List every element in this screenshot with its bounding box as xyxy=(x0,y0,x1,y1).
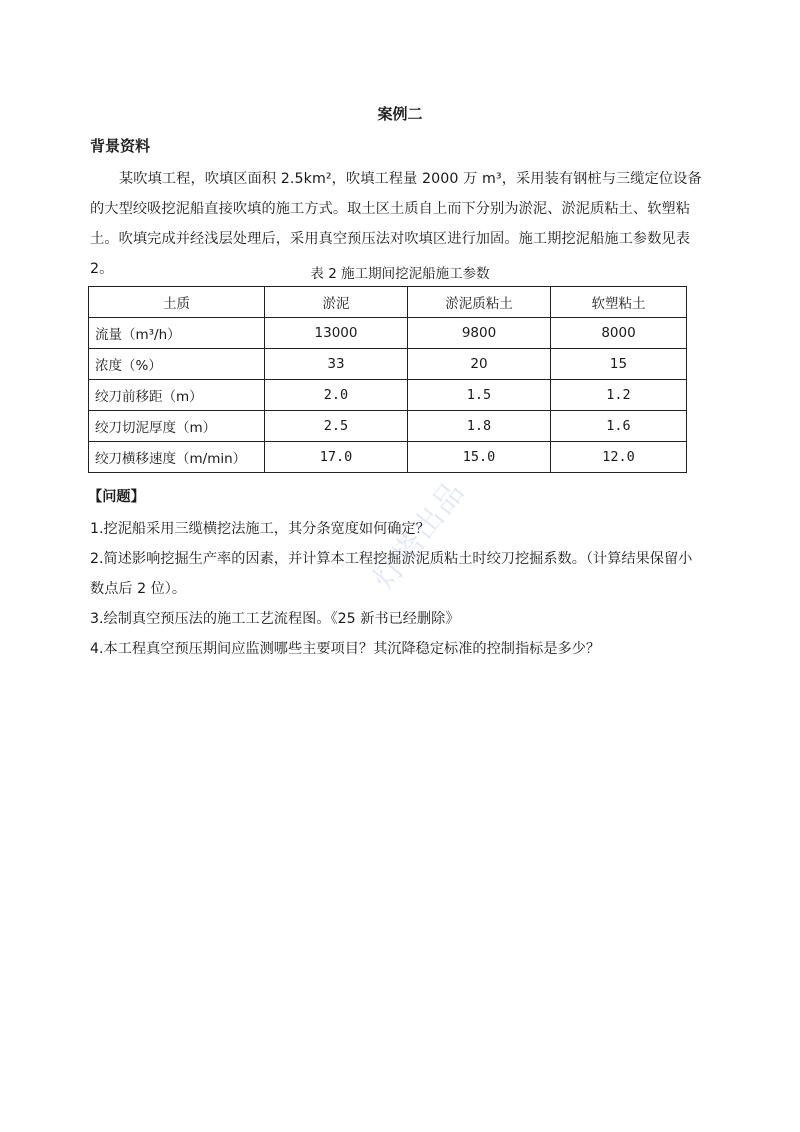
table-cell: 17.0 xyxy=(265,442,408,473)
table-cell: 12.0 xyxy=(551,442,687,473)
table-header-cell: 淤泥 xyxy=(265,287,408,318)
table-header-cell: 土质 xyxy=(89,287,265,318)
table-cell: 2.0 xyxy=(265,380,408,411)
table-row xyxy=(89,442,687,473)
table-cell: 9800 xyxy=(408,318,551,349)
table-cell: 1.2 xyxy=(551,380,687,411)
row-label: 绞刀横移速度（m/min） xyxy=(89,442,265,473)
question-item: 4.本工程真空预压期间应监测哪些主要项目？其沉降稳定标准的控制指标是多少？ xyxy=(90,641,601,657)
table-header-row xyxy=(89,287,687,318)
table-cell: 13000 xyxy=(265,318,408,349)
watermark: 灯塔出品 xyxy=(366,474,473,597)
table-row xyxy=(89,411,687,442)
table-cell: 2.5 xyxy=(265,411,408,442)
table-cell: 1.6 xyxy=(551,411,687,442)
table-cell: 15 xyxy=(551,349,687,380)
table-cell: 33 xyxy=(265,349,408,380)
background-paragraph: 某吹填工程，吹填区面积 2.5km²，吹填工程量 2000 万 m³，采用装有钢桩与三缆定位设备的大型绞吸挖泥船直接吹填的施工方式。取土区土质自上而下分别为淤泥、淤泥质粘土、软塑粘土。吹填完成并经浅层处理后，采用真空预压法对吹填区进行加固。施工期挖泥船施工参数见表 2。 xyxy=(90,171,702,277)
row-label: 流量（m³/h） xyxy=(89,318,265,349)
question-item: 3.绘制真空预压法的施工工艺流程图。《25 新书已经删除》 xyxy=(90,611,460,627)
table-cell: 1.5 xyxy=(408,380,551,411)
question-item: 1.挖泥船采用三缆横挖法施工，其分条宽度如何确定？ xyxy=(90,521,430,537)
table-header-cell: 淤泥质粘土 xyxy=(408,287,551,318)
row-label: 绞刀前移距（m） xyxy=(89,380,265,411)
table-row xyxy=(89,318,687,349)
row-label: 浓度（%） xyxy=(89,349,265,380)
background-heading: 背景资料 xyxy=(90,137,151,155)
page-title: 案例二 xyxy=(377,105,423,123)
table-cell: 15.0 xyxy=(408,442,551,473)
table-caption: 表 2 施工期间挖泥船施工参数 xyxy=(310,266,490,282)
table-header-cell: 软塑粘土 xyxy=(551,287,687,318)
table-row xyxy=(89,349,687,380)
table-cell: 8000 xyxy=(551,318,687,349)
table-cell: 1.8 xyxy=(408,411,551,442)
row-label: 绞刀切泥厚度（m） xyxy=(89,411,265,442)
question-item: 2.简述影响挖掘生产率的因素，并计算本工程挖掘淤泥质粘土时绞刀挖掘系数。（计算结果保留小数点后 2 位）。 xyxy=(90,551,693,597)
table-row xyxy=(89,380,687,411)
questions-heading: 【问题】 xyxy=(88,489,145,505)
table-cell: 20 xyxy=(408,349,551,380)
parameters-table xyxy=(88,286,687,473)
